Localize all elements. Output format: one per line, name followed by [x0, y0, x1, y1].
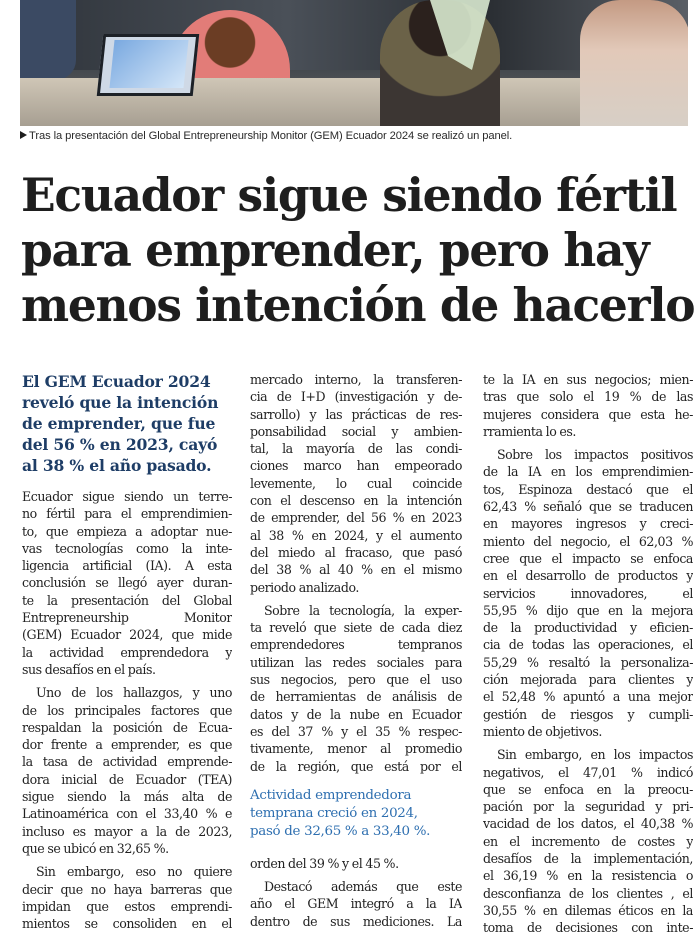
body-line: periodo analizado.	[250, 579, 359, 595]
body-line: Sin embargo, eso no quiere	[36, 864, 232, 880]
article-column-3	[483, 371, 693, 935]
body-line: Uno de los hallazgos, y uno	[36, 685, 232, 701]
headline-line: para emprender, pero hay	[21, 223, 649, 277]
body-line: al 38 % en 2024, y el aumento	[250, 527, 462, 543]
body-line: de los principales factores que	[22, 702, 232, 718]
body-line: en el desarrollo de productos y	[483, 568, 693, 584]
headline-line: menos intención de hacerlo	[21, 278, 695, 332]
body-line: año el GEM integró a la IA	[250, 896, 462, 912]
pull-quote-line: Actividad emprendedora	[250, 787, 412, 803]
photo-caption	[20, 130, 690, 142]
body-line: 55,95 % dijo que en la mejora	[483, 602, 693, 618]
body-line: desafíos de la implementación,	[483, 851, 693, 867]
body-text	[250, 855, 462, 930]
body-line: toma de decisiones con inte-	[483, 920, 693, 935]
pull-quote-line: pasó de 32,65 % a 33,40 %.	[250, 823, 431, 839]
body-line: levemente, lo cual coincide	[250, 475, 462, 491]
person-figure	[580, 0, 688, 126]
body-line: tras que solo el 19 % de las	[483, 389, 693, 405]
lead-line: al 38 % el año pasado.	[22, 456, 212, 475]
body-line: de la región, que está por el	[250, 758, 462, 774]
body-line: 55,29 % resaltó la personaliza-	[483, 654, 693, 670]
body-line: mujeres considera que esta he-	[483, 406, 693, 422]
body-line: decir que no haya barreras que	[22, 881, 232, 897]
body-line: es del 37 % y el 35 % respec-	[250, 723, 462, 739]
body-line: cia de I+D (investigación y de-	[250, 389, 462, 405]
article-column-2	[250, 371, 462, 930]
body-line: dentro de sus mediciones. La	[250, 913, 462, 929]
body-line: Ecuador sigue siendo un terre-	[22, 489, 232, 504]
body-line: 62,43 % señaló que se traducen	[483, 499, 693, 515]
body-text	[483, 371, 693, 935]
body-line: desconfianza de los clientes , el	[483, 885, 693, 901]
body-line: to, que empieza a adoptar nue-	[22, 523, 232, 539]
body-line: ciones marco han empeorado	[250, 458, 462, 474]
body-line: conclusión se llegó ayer duran-	[22, 575, 232, 591]
body-line: Sobre los impactos positivos	[497, 447, 693, 463]
body-line: impidan que estos emprendi-	[22, 898, 232, 914]
body-line: de herramientas de análisis de	[250, 689, 462, 705]
body-line: orden del 39 % y el 45 %.	[250, 855, 399, 871]
body-line: 30,55 % en dilemas éticos en la	[483, 902, 693, 918]
body-line: negativos, el 47,01 % indicó	[483, 764, 693, 780]
body-line: la actividad emprendedora y	[22, 644, 232, 660]
body-line: te la presentación del Global	[22, 592, 232, 608]
lead-line: de emprender, que fue	[22, 414, 216, 433]
body-line: rramienta lo es.	[483, 423, 576, 439]
body-line: del miedo al fracaso, que pasó	[250, 544, 462, 560]
body-line: te la IA en sus negocios; mien-	[483, 372, 693, 387]
body-line: en mayores ingresos y creci-	[483, 516, 693, 532]
pull-quote-line: temprana creció en 2024,	[250, 805, 418, 821]
body-line: no fértil para el emprendimien-	[22, 506, 232, 522]
body-line: Sobre la tecnología, la exper-	[264, 602, 462, 618]
body-line: (GEM) Ecuador 2024, que mide	[22, 627, 232, 643]
body-line: mientos se consoliden en el	[22, 916, 232, 932]
body-text	[250, 371, 462, 775]
body-line: utilizan las redes sociales para	[250, 654, 462, 670]
body-line: de la IA en los emprendimien-	[483, 464, 693, 480]
body-line: sarrollo) y las prácticas de res-	[250, 406, 462, 422]
body-line: Sin embargo, en los impactos	[497, 747, 693, 763]
body-line: respaldan la posición de Ecua-	[22, 719, 232, 735]
photo-caption-text: Tras la presentación del Global Entrepreneurship Monitor (GEM) Ecuador 2024 se realizó un panel.	[29, 130, 513, 142]
body-line: en el incremento de costes y	[483, 833, 693, 849]
body-line: incluso es mayor a la de 2023,	[22, 823, 232, 839]
body-line: ta reveló que siete de cada diez	[250, 620, 462, 636]
body-line: dora inicial de Ecuador (TEA)	[22, 771, 232, 787]
body-line: emprendedores tempranos	[250, 637, 462, 653]
body-line: sus negocios, pero que el uso	[250, 672, 462, 688]
body-line: sus desafíos en el país.	[22, 661, 156, 677]
article-photo	[20, 0, 688, 126]
body-line: ción mejorada para clientes y	[483, 672, 693, 688]
body-line: Latinoamérica con el 33,40 % e	[22, 806, 232, 822]
headline-line: Ecuador sigue siendo fértil	[21, 168, 677, 222]
body-line: el 36,19 % en la resistencia o	[483, 868, 693, 884]
body-line: miento del negocio, el 62,03 %	[483, 533, 693, 549]
body-line: ponsabilidad social y ambien-	[250, 423, 462, 439]
body-line: que se enfoca en la preocu-	[483, 781, 693, 797]
body-line: Entrepreneurship Monitor	[22, 610, 232, 626]
caption-arrow-icon	[20, 131, 27, 139]
body-line: tos, Espinoza destacó que el	[483, 481, 693, 497]
body-line: cia de todas las operaciones, el	[483, 637, 693, 653]
body-line: de emprender, del 56 % en 2023	[250, 510, 462, 526]
body-line: datos y de la nube en Ecuador	[250, 706, 462, 722]
lead-line: del 56 % en 2023, cayó	[22, 435, 218, 454]
body-line: el 52,48 % apuntó a una mejor	[483, 689, 693, 705]
article-lead	[22, 371, 232, 476]
body-line: cree que el impacto se enfoca	[483, 550, 693, 566]
body-line: del 38 % al 40 % en el mismo	[250, 562, 462, 578]
body-line: ligencia artificial (IA). A esta	[22, 558, 232, 574]
lead-line: El GEM Ecuador 2024	[22, 372, 211, 391]
body-line: Destacó además que este	[264, 879, 462, 895]
body-line: tivamente, menor al promedio	[250, 741, 462, 757]
body-line: vacidad de los datos, el 40,38 %	[483, 816, 693, 832]
body-line: gestión de riesgos y cumpli-	[483, 706, 693, 722]
article-headline	[21, 168, 695, 333]
lead-line: reveló que la intención	[22, 393, 219, 412]
body-line: dor frente a emprender, es que	[22, 737, 232, 753]
body-line: mercado interno, la transferen-	[250, 372, 462, 387]
body-line: de la productividad y eficien-	[483, 620, 693, 636]
body-line: pación por la seguridad y pri-	[483, 799, 693, 815]
article-column-1	[22, 371, 232, 932]
pull-quote	[250, 787, 462, 841]
body-line: sigue siendo la más alta de	[22, 789, 232, 805]
body-line: la tasa de actividad emprende-	[22, 754, 232, 770]
body-line: que se ubicó en 32,65 %.	[22, 840, 169, 856]
body-text	[22, 488, 232, 932]
body-line: miento de objetivos.	[483, 723, 602, 739]
body-line: tal, la mayoría de las condi-	[250, 441, 462, 457]
body-line: con el descenso en la intención	[250, 493, 462, 509]
body-line: vas tecnologías como la inte-	[22, 540, 232, 556]
body-line: servicios innovadores, el	[483, 585, 693, 601]
